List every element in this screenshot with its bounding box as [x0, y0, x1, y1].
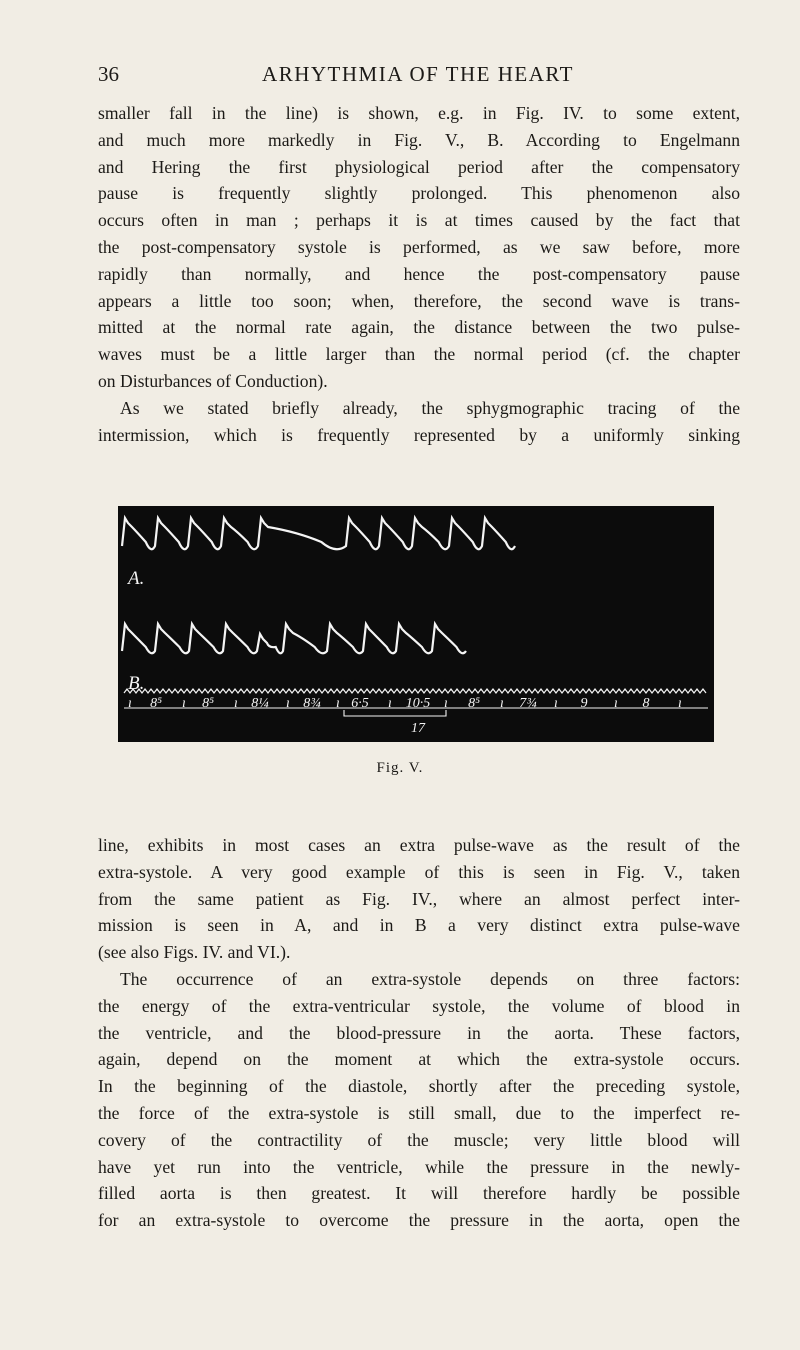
text-line: and Hering the first physiological period after the compensatory — [98, 156, 740, 177]
text-line: intermission, which is frequently represented by a uniformly sinking — [98, 424, 740, 445]
text-line: occurs often in man ; perhaps it is at times caused by the fact that — [98, 210, 740, 231]
text-line: the force of the extra-systole is still small, due to the imperfect re- — [98, 1102, 740, 1123]
text-line: The occurrence of an extra-systole depends on three factors: — [120, 968, 740, 989]
text-line: waves must be a little larger than the normal period (cf. the chapter — [98, 344, 740, 365]
interval-label: 8⁵ — [150, 696, 162, 711]
interval-separator: ı — [678, 696, 682, 711]
interval-separator: ı — [128, 696, 132, 711]
text-line: (see also Figs. IV. and VI.). — [98, 942, 291, 963]
interval-separator: ı — [614, 696, 618, 711]
interval-label: 8⁵ — [202, 696, 214, 711]
page-header — [98, 62, 738, 92]
text-block-top — [98, 100, 740, 448]
tracing-plate — [118, 506, 714, 742]
interval-label: 9 — [580, 696, 588, 711]
text-line: pause is frequently slightly prolonged. This phenomenon also — [98, 183, 740, 204]
text-line: again, depend on the moment at which the extra-systole occurs. — [98, 1049, 740, 1070]
text-line: from the same patient as Fig. IV., where an almost perfect inter- — [98, 888, 740, 909]
interval-separator: ı — [444, 696, 448, 711]
page-number: 36 — [98, 62, 119, 86]
interval-label: 8⁵ — [468, 696, 480, 711]
interval-separator: ı — [500, 696, 504, 711]
text-line: mitted at the normal rate again, the distance between the two pulse- — [98, 317, 740, 338]
interval-separator: ı — [336, 696, 340, 711]
text-line: extra-systole. A very good example of this is seen in Fig. V., taken — [98, 861, 740, 882]
figure-sphygmogram — [118, 506, 714, 742]
label-a: A. — [128, 568, 145, 589]
interval-separator: ı — [234, 696, 238, 711]
text-line: and much more markedly in Fig. V., B. According to Engelmann — [98, 129, 740, 150]
text-line: line, exhibits in most cases an extra pulse-wave as the result of the — [98, 835, 740, 855]
figure-caption: Fig. V. — [376, 760, 424, 776]
interval-separator: ı — [554, 696, 558, 711]
bracket-label: 17 — [411, 721, 425, 736]
label-b: B. — [128, 673, 145, 694]
text-line: In the beginning of the diastole, shortly after the preceding systole, — [98, 1076, 740, 1097]
text-line: filled aorta is then greatest. It will therefore hardly be possible — [98, 1183, 740, 1204]
text-line: smaller fall in the line) is shown, e.g. in Fig. IV. to some extent, — [98, 103, 740, 123]
interval-label: 6·5 — [351, 696, 369, 711]
text-block-bottom — [98, 832, 740, 1234]
text-line: for an extra-systole to overcome the pressure in the aorta, open the — [98, 1210, 740, 1231]
text-line: appears a little too soon; when, therefore, the second wave is trans- — [98, 290, 740, 311]
interval-label: 8¾ — [303, 696, 321, 711]
running-head: ARHYTHMIA OF THE HEART — [262, 62, 574, 86]
interval-separator: ı — [388, 696, 392, 711]
text-line: mission is seen in A, and in B a very distinct extra pulse-wave — [98, 915, 740, 936]
text-line: the post-compensatory systole is performed, as we saw before, more — [98, 236, 740, 257]
interval-label: 7¾ — [519, 696, 537, 711]
text-line: have yet run into the ventricle, while the pressure in the newly- — [98, 1156, 740, 1177]
text-line: rapidly than normally, and hence the post-compensatory pause — [98, 263, 740, 284]
text-line: the ventricle, and the blood-pressure in the aorta. These factors, — [98, 1022, 740, 1043]
interval-label: 8 — [642, 696, 650, 711]
interval-separator: ı — [182, 696, 186, 711]
interval-label: 10·5 — [405, 696, 431, 711]
text-line: on Disturbances of Conduction). — [98, 370, 328, 391]
interval-separator: ı — [286, 696, 290, 711]
text-line: the energy of the extra-ventricular systole, the volume of blood in — [98, 995, 740, 1016]
text-line: As we stated briefly already, the sphygmographic tracing of the — [120, 397, 740, 418]
interval-label: 8¼ — [251, 696, 269, 711]
text-line: covery of the contractility of the muscle; very little blood will — [98, 1129, 740, 1150]
